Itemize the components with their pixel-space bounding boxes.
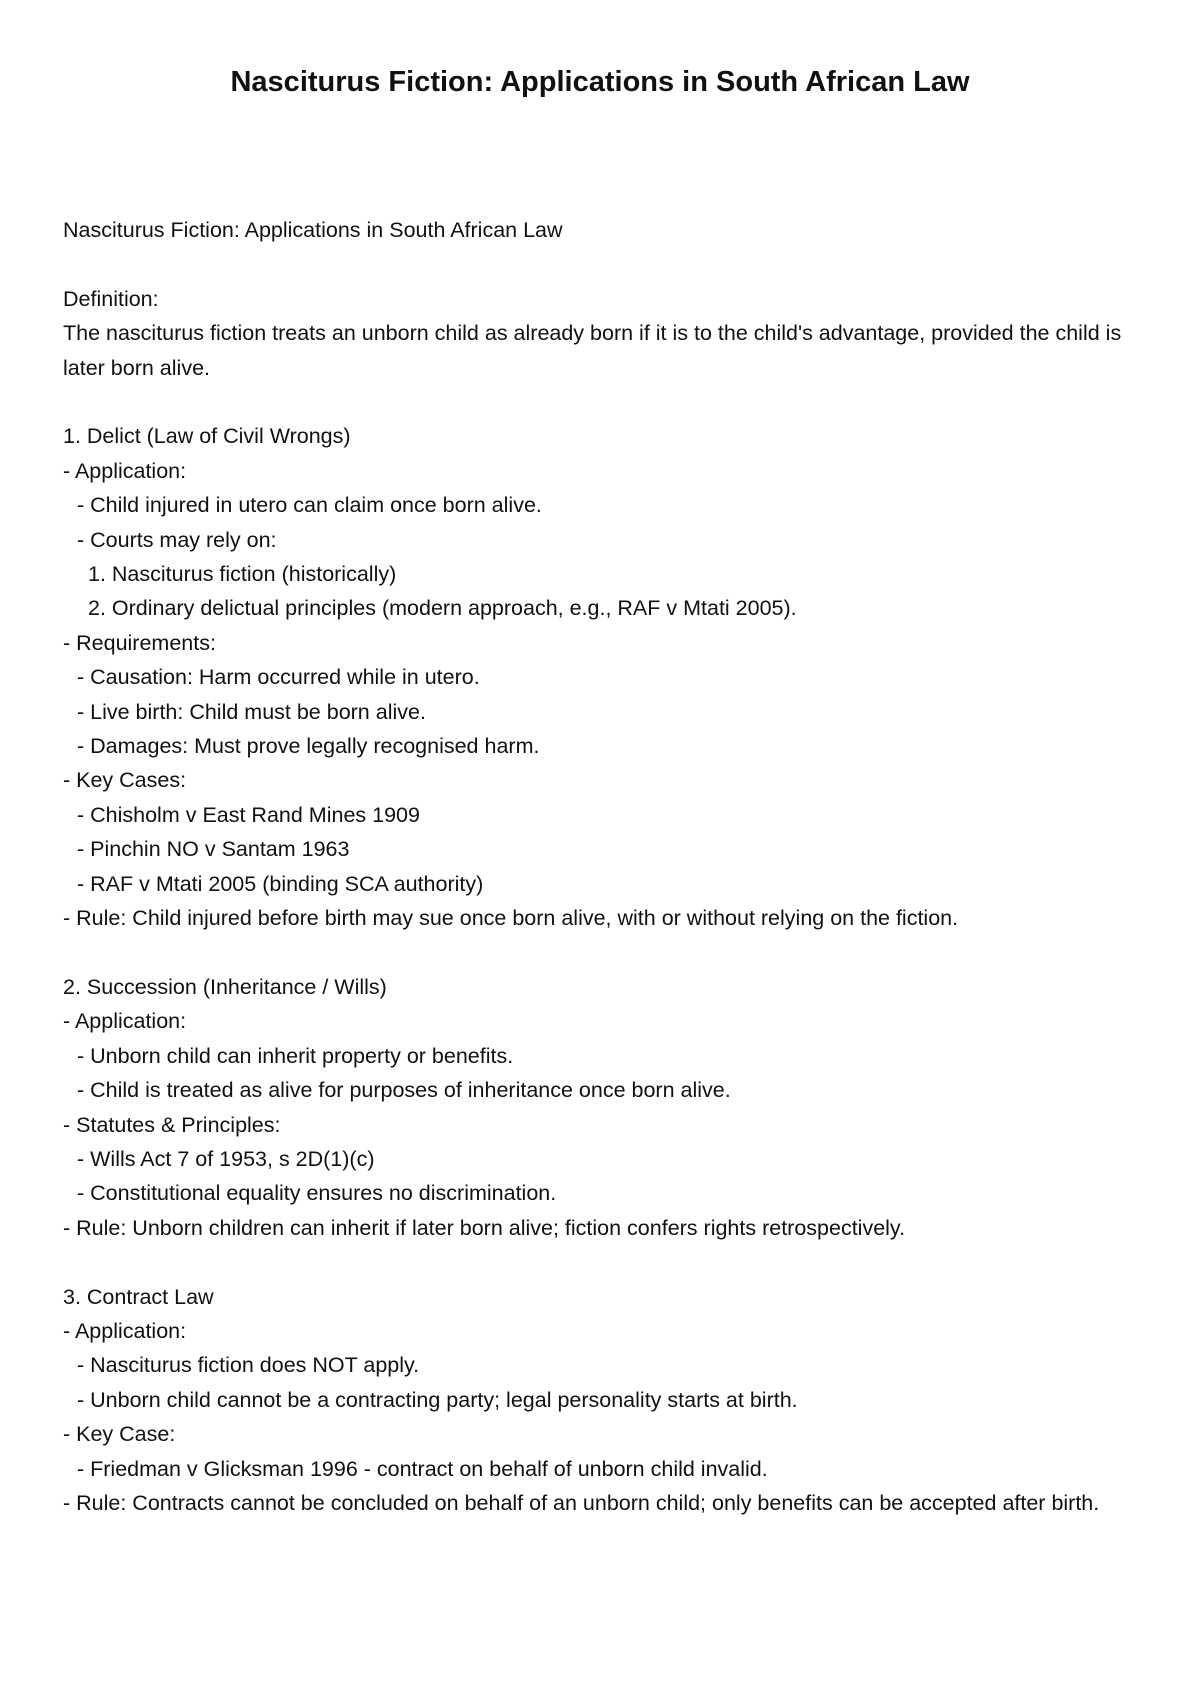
section-line: - Wills Act 7 of 1953, s 2D(1)(c) [77, 1146, 375, 1171]
section-line: - Application: [63, 1318, 187, 1343]
spacer [63, 385, 1153, 419]
spacer [63, 936, 1153, 970]
spacer [63, 247, 1153, 281]
section-line: - Rule: Contracts cannot be concluded on behalf of an unborn child; only benefits can be accepted after birth. [63, 1490, 1100, 1515]
section-line: - Application: [63, 458, 187, 483]
section-line: - Pinchin NO v Santam 1963 [77, 837, 350, 862]
sections-container [63, 419, 1153, 1520]
section-line: - Constitutional equality ensures no discrimination. [77, 1181, 557, 1206]
definition-heading: Definition: [63, 286, 159, 311]
section-line: - Application: [63, 1009, 187, 1034]
definition-text: The nasciturus fiction treats an unborn child as already born if it is to the child's advantage, provided the child is later born alive. [63, 321, 1128, 380]
section-line: - RAF v Mtati 2005 (binding SCA authority) [77, 871, 484, 896]
section-line: - Unborn child can inherit property or benefits. [77, 1043, 514, 1068]
section-line: 1. Nasciturus fiction (historically) [88, 562, 397, 587]
section [63, 419, 1153, 969]
document-title: Nasciturus Fiction: Applications in South African Law [230, 66, 970, 98]
section-line: - Child injured in utero can claim once born alive. [77, 493, 542, 518]
section-line: - Live birth: Child must be born alive. [77, 699, 426, 724]
section-line: - Friedman v Glicksman 1996 - contract on behalf of unborn child invalid. [77, 1456, 768, 1481]
section-line: - Nasciturus fiction does NOT apply. [77, 1353, 420, 1378]
section-line: - Courts may rely on: [77, 527, 277, 552]
section-line: 2. Ordinary delictual principles (modern approach, e.g., RAF v Mtati 2005). [88, 596, 797, 621]
section-line: - Key Cases: [63, 768, 187, 793]
section-line: - Chisholm v East Rand Mines 1909 [77, 802, 420, 827]
section-line: - Requirements: [63, 630, 216, 655]
section-line: - Rule: Child injured before birth may sue once born alive, with or without relying on the fiction. [63, 906, 959, 931]
section-line: - Child is treated as alive for purposes of inheritance once born alive. [77, 1078, 731, 1103]
section-line: - Causation: Harm occurred while in utero. [77, 665, 480, 690]
section-heading: 1. Delict (Law of Civil Wrongs) [63, 424, 351, 449]
section-line: - Damages: Must prove legally recognised harm. [77, 734, 540, 759]
section-heading: 2. Succession (Inheritance / Wills) [63, 974, 387, 999]
document-subtitle: Nasciturus Fiction: Applications in South African Law [63, 218, 563, 242]
section-heading: 3. Contract Law [63, 1284, 214, 1309]
section [63, 970, 1153, 1280]
section-line: - Unborn child cannot be a contracting party; legal personality starts at birth. [77, 1387, 798, 1412]
section-line: - Statutes & Principles: [63, 1112, 281, 1137]
document-body [63, 213, 1153, 1520]
section [63, 1280, 1153, 1521]
section-line: - Key Case: [63, 1422, 176, 1447]
spacer [63, 1245, 1153, 1279]
section-line: - Rule: Unborn children can inherit if later born alive; fiction confers rights retrospectively. [63, 1215, 906, 1240]
